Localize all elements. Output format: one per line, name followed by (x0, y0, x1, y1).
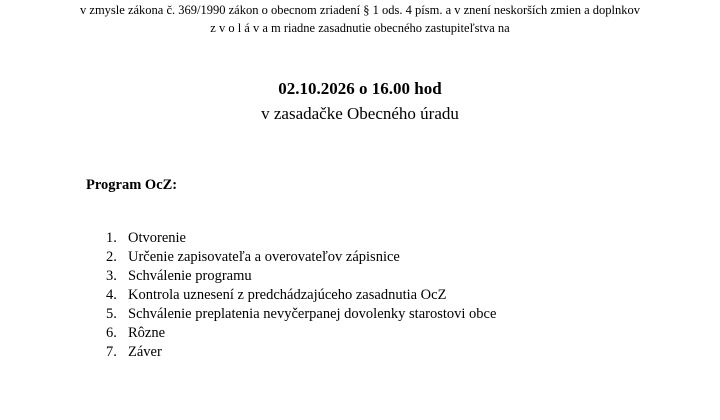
item-text: Kontrola uznesení z predchádzajúceho zasadnutia OcZ (128, 287, 447, 303)
intro-legal-basis: v zmysle zákona č. 369/1990 zákon o obecnom zriadení § 1 ods. 4 písm. a v znení neskorších zmien a doplnkov (80, 3, 640, 17)
item-text: Určenie zapisovateľa a overovateľov zápisnice (128, 249, 400, 265)
item-number: 6. (106, 325, 117, 341)
list-item (106, 324, 496, 343)
item-number: 4. (106, 287, 117, 303)
item-text: Otvorenie (128, 230, 186, 246)
item-text: Schválenie programu (128, 268, 252, 284)
list-item (106, 267, 496, 286)
list-item (106, 229, 496, 248)
list-item (106, 286, 496, 305)
list-item (106, 248, 496, 267)
item-number: 5. (106, 306, 117, 322)
item-number: 3. (106, 268, 117, 284)
item-number: 7. (106, 344, 117, 360)
item-text: Schválenie preplatenia nevyčerpanej dovolenky starostovi obce (128, 306, 497, 322)
meeting-date-time: 02.10.2026 o 16.00 hod (278, 79, 442, 98)
item-number: 2. (106, 249, 117, 265)
meeting-place: v zasadačke Obecného úradu (261, 104, 459, 123)
intro-convocation: z v o l á v a m riadne zasadnutie obecného zastupiteľstva na (210, 21, 510, 35)
item-text: Záver (128, 344, 162, 360)
item-text: Rôzne (128, 325, 166, 341)
list-item (106, 305, 496, 324)
list-item (106, 343, 496, 362)
program-heading: Program OcZ: (86, 177, 178, 193)
item-number: 1. (106, 230, 117, 246)
program-list (106, 229, 496, 362)
